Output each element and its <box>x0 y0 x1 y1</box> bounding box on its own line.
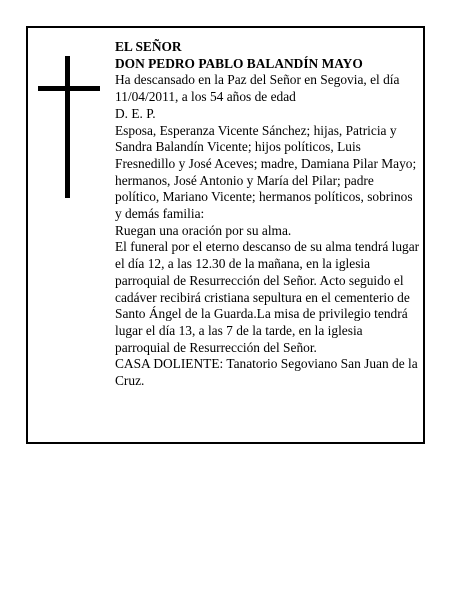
cross-vertical-bar <box>65 56 70 198</box>
cross-horizontal-bar <box>38 86 100 91</box>
obituary-notice <box>26 26 425 444</box>
death-statement: Ha descansado en la Paz del Señor en Segovia, el día 11/04/2011, a los 54 años de edad <box>115 72 400 105</box>
latin-cross-icon <box>38 56 100 198</box>
obituary-heading: EL SEÑOR <box>115 39 182 54</box>
obituary-text <box>115 39 420 390</box>
deceased-name: DON PEDRO PABLO BALANDÍN MAYO <box>115 55 363 71</box>
family-list: Esposa, Esperanza Vicente Sánchez; hijas, Patricia y Sandra Balandín Vicente; hijos políticos, Luis Fresnedillo y José Aceves; madre, Damiana Pilar Mayo; hermanos, José Antonio y María del Pilar; padre político, Mariano Vicente; hermanos políticos, sobrinos y demás familia: <box>115 122 417 222</box>
prayer-request: Ruegan una oración por su alma. <box>115 222 292 238</box>
dep-line: D. E. P. <box>115 105 156 121</box>
funeral-details: El funeral por el eterno descanso de su alma tendrá lugar el día 12, a las 12.30 de la mañana, en la iglesia parroquial de Resurrección del Señor. Acto seguido el cadáver recibirá cristiana sepultura en el cementerio de Santo Ángel de la Guarda.La misa de privilegio tendrá lugar el día 13, a las 7 de la tarde, en la iglesia parroquial de Resurrección del Señor. <box>115 239 420 355</box>
mourning-house: CASA DOLIENTE: Tanatorio Segoviano San Juan de la Cruz. <box>115 356 418 389</box>
